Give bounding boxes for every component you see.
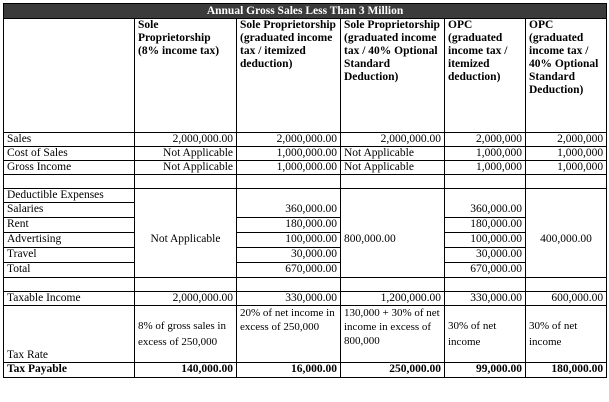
title-row	[4, 4, 607, 19]
table-cell: 30,000.00	[237, 248, 341, 263]
table-cell: 360,000.00	[445, 203, 526, 218]
tax-comparison-table-container	[3, 3, 606, 399]
header-cell: Sole Proprietorship (8% income tax)	[135, 19, 237, 133]
header-cell: OPC (graduated income tax / 40% Optional Standard Deduction)	[526, 19, 607, 133]
table-row	[4, 292, 607, 306]
table-cell: 30,000.00	[445, 248, 526, 263]
tax-payable-row	[4, 363, 607, 378]
table-cell: 670,000.00	[237, 263, 341, 278]
table-row	[4, 218, 607, 233]
table-cell: 30% of net income	[526, 306, 607, 363]
table-row	[4, 133, 607, 147]
table-cell: 1,000,000	[526, 161, 607, 175]
table-cell: 2,000,000.00	[341, 133, 445, 147]
tax-comparison-table	[3, 3, 607, 378]
table-cell: 600,000.00	[526, 292, 607, 306]
table-cell: 800,000.00	[341, 203, 445, 278]
table-cell: 250,000.00	[341, 363, 445, 378]
row-label: Travel	[4, 248, 135, 263]
row-label: Salaries	[4, 203, 135, 218]
table-cell: 180,000.00	[526, 363, 607, 378]
tax-rate-row	[4, 306, 607, 363]
table-cell: Not Applicable	[135, 203, 237, 278]
table-cell: 1,000,000.00	[237, 161, 341, 175]
row-label: Tax Payable	[4, 363, 135, 378]
table-cell: 2,000,000	[445, 133, 526, 147]
table-row	[4, 147, 607, 161]
table-cell: 99,000.00	[445, 363, 526, 378]
table-cell: 30% of net income	[445, 306, 526, 363]
row-label: Advertising	[4, 233, 135, 248]
table-cell: 130,000 + 30% of net income in excess of 800,000	[341, 306, 445, 363]
table-title: Annual Gross Sales Less Than 3 Million	[4, 4, 607, 19]
table-cell: 2,000,000.00	[135, 133, 237, 147]
row-label: Tax Rate	[4, 306, 135, 363]
table-cell: 2,000,000	[526, 133, 607, 147]
table-cell: 1,000,000.00	[237, 147, 341, 161]
table-cell: 2,000,000.00	[237, 133, 341, 147]
table-cell: 180,000.00	[237, 218, 341, 233]
row-label: Taxable Income	[4, 292, 135, 306]
table-cell: 100,000.00	[445, 233, 526, 248]
table-cell: 360,000.00	[237, 203, 341, 218]
table-cell: 20% of net income in excess of 250,000	[237, 306, 341, 363]
table-row	[4, 203, 607, 218]
deductions-heading-row	[4, 189, 607, 203]
deductions-label: Deductible Expenses	[4, 189, 135, 203]
row-label: Gross Income	[4, 161, 135, 175]
header-cell: Sole Proprietorship (graduated income tax / itemized deduction)	[237, 19, 341, 133]
table-cell: 400,000.00	[526, 203, 607, 278]
row-label: Rent	[4, 218, 135, 233]
header-cell: OPC (graduated income tax / itemized deduction)	[445, 19, 526, 133]
table-cell: 1,000,000	[445, 161, 526, 175]
table-cell: Not Applicable	[135, 161, 237, 175]
table-row	[4, 263, 607, 278]
row-label: Total	[4, 263, 135, 278]
row-label: Sales	[4, 133, 135, 147]
table-cell: Not Applicable	[341, 147, 445, 161]
spacer-row	[4, 175, 607, 189]
table-cell: 140,000.00	[135, 363, 237, 378]
table-cell: Not Applicable	[341, 161, 445, 175]
table-row	[4, 161, 607, 175]
row-label: Cost of Sales	[4, 147, 135, 161]
spacer-row	[4, 278, 607, 292]
table-cell: 180,000.00	[445, 218, 526, 233]
header-cell	[4, 19, 135, 133]
table-row	[4, 233, 607, 248]
table-cell: 2,000,000.00	[135, 292, 237, 306]
table-cell: 670,000.00	[445, 263, 526, 278]
table-cell: 16,000.00	[237, 363, 341, 378]
table-cell: 330,000.00	[237, 292, 341, 306]
table-cell: Not Applicable	[135, 147, 237, 161]
header-row	[4, 19, 607, 133]
header-cell: Sole Proprietorship (graduated income tax / 40% Optional Standard Deduction)	[341, 19, 445, 133]
table-cell: 100,000.00	[237, 233, 341, 248]
table-cell: 1,200,000.00	[341, 292, 445, 306]
table-cell: 330,000.00	[445, 292, 526, 306]
table-row	[4, 248, 607, 263]
table-cell: 1,000,000	[445, 147, 526, 161]
table-cell: 1,000,000	[526, 147, 607, 161]
table-cell: 8% of gross sales in excess of 250,000	[135, 306, 237, 363]
